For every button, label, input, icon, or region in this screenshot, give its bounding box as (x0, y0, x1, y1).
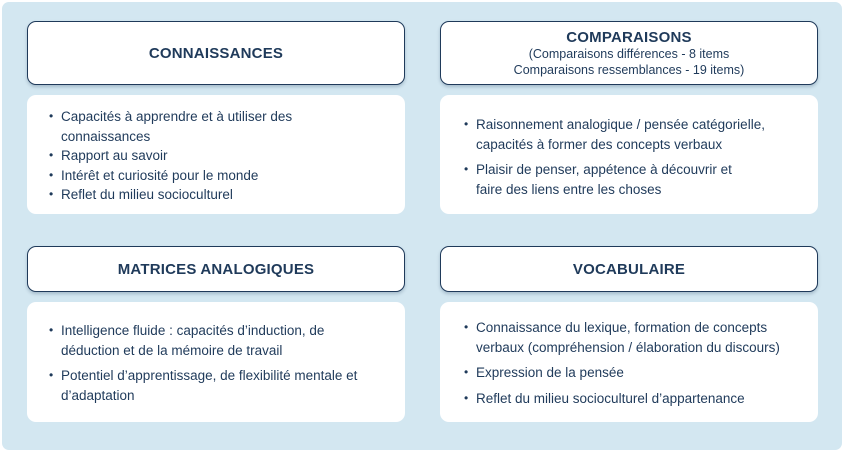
matrices-item: • Intelligence fluide : capacités d’induction, de déduction et de la mémoire de travail (49, 321, 387, 360)
matrices-title: MATRICES ANALOGIQUES (117, 260, 315, 278)
comparaisons-list (464, 115, 800, 199)
comparaisons-title-box (440, 21, 818, 85)
vocabulaire-content-box (440, 302, 818, 422)
vocabulaire-item: • Reflet du milieu socioculturel d’appartenance (464, 389, 808, 409)
comparaisons-item: • Plaisir de penser, appétence à découvrir et faire des liens entre les choses (464, 160, 800, 199)
vocabulaire-list (464, 318, 808, 408)
connaissances-item: • Reflet du milieu socioculturel (49, 185, 387, 205)
vocabulaire-item: • Connaissance du lexique, formation de concepts verbaux (compréhension / élaboration du discours) (464, 318, 808, 357)
vocabulaire-item: • Expression de la pensée (464, 363, 808, 383)
comparaisons-subtitle-line-1: (Comparaisons différences - 8 items (528, 46, 730, 61)
connaissances-list (49, 107, 387, 205)
connaissances-content-box (27, 95, 405, 214)
matrices-list (49, 321, 387, 405)
connaissances-title: CONNAISSANCES (148, 44, 284, 62)
connaissances-item: • Intérêt et curiosité pour le monde (49, 166, 387, 186)
comparaisons-content-box (440, 95, 818, 214)
vocabulaire-title: VOCABULAIRE (572, 260, 686, 278)
comparaisons-item: • Raisonnement analogique / pensée catégorielle, capacités à former des concepts verbaux (464, 115, 800, 154)
connaissances-item: • Capacités à apprendre et à utiliser des connaissances (49, 107, 387, 146)
matrices-content-box (27, 302, 405, 422)
comparaisons-subtitle-line-2: Comparaisons ressemblances - 19 items) (513, 62, 745, 77)
vocabulaire-title-box (440, 246, 818, 292)
comparaisons-title: COMPARAISONS (566, 28, 692, 46)
connaissances-title-box (27, 21, 405, 85)
matrices-title-box (27, 246, 405, 292)
connaissances-item: • Rapport au savoir (49, 146, 387, 166)
matrices-item: • Potentiel d’apprentissage, de flexibilité mentale et d’adaptation (49, 366, 387, 405)
